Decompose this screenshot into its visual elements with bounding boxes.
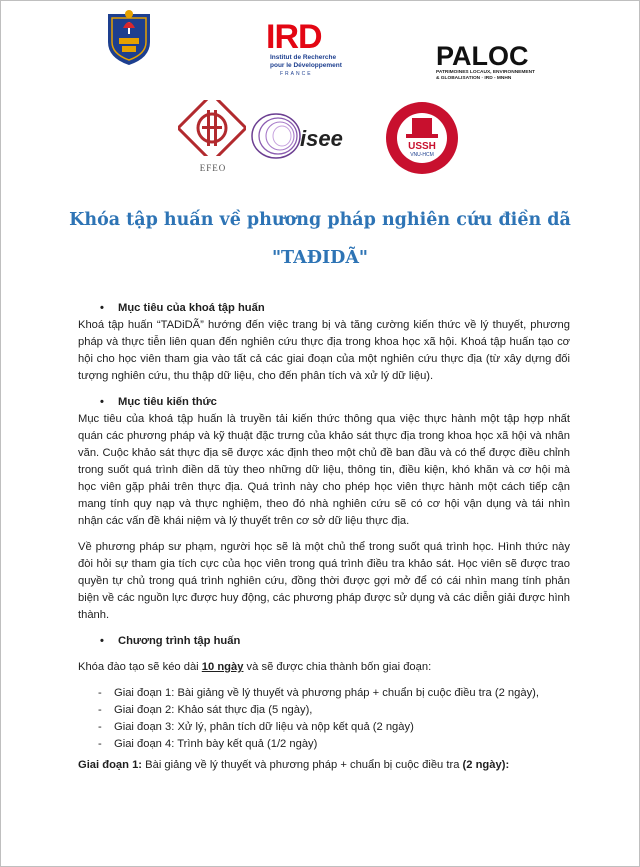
paragraph-objectives: Khoá tập huấn “TADiDÃ” hướng đến việc trang bị và tăng cường kiến thức về lý thuyết, phương pháp và thực tiễn liên quan đến nghiên cứu thực địa trong khoa học xã hội. Khoá tập huấn tạo cơ hội cho học viên tham gia vào tất cả các giai đoạn của một nghiên cứu thực địa (từ xây dựng đối tượng nghiên cứu, thu thập dữ liệu, cho đến phân tích và xử lý dữ liệu). bbox=[78, 319, 570, 382]
section-heading-objectives: • Mục tiêu của khoá tập huấn bbox=[78, 300, 570, 317]
ussh-subtitle: VNU-HCM bbox=[410, 152, 434, 158]
university-emblem-icon bbox=[104, 8, 154, 66]
ird-country: FRANCE bbox=[280, 71, 313, 77]
phase-item: - Giai đoạn 4: Trình bày kết quả (1/2 ngày) bbox=[98, 738, 318, 750]
paloc-wordmark: PALOC bbox=[436, 41, 529, 71]
bullet-icon: • bbox=[100, 396, 104, 408]
document-body bbox=[78, 300, 570, 774]
efeo-logo bbox=[178, 100, 248, 174]
ussh-wordmark: USSH bbox=[408, 141, 436, 152]
ussh-seal bbox=[384, 100, 460, 176]
paloc-logo bbox=[436, 42, 546, 92]
ird-wordmark: IRD bbox=[266, 18, 322, 56]
program-intro: Khóa đào tạo sẽ kéo dài 10 ngày và sẽ được chia thành bốn giai đoạn: bbox=[78, 661, 432, 673]
document-title: Khóa tập huấn về phương pháp nghiên cứu điền dã bbox=[69, 210, 571, 230]
phase1-heading: Giai đoạn 1: Bài giảng về lý thuyết và phương pháp + chuẩn bị cuộc điều tra (2 ngày): bbox=[78, 759, 510, 771]
bullet-icon: • bbox=[100, 302, 104, 314]
section-heading-program: • Chương trình tập huấn bbox=[78, 633, 570, 650]
isee-wordmark: isee bbox=[300, 126, 343, 151]
paloc-line1: PATRIMOINES LOCAUX, ENVIRONNEMENT bbox=[436, 70, 535, 75]
paloc-line2: & GLOBALISATION · IRD - MNHN bbox=[436, 76, 512, 81]
phase-item: - Giai đoạn 2: Khảo sát thực địa (5 ngày), bbox=[98, 704, 313, 716]
bullet-icon: • bbox=[100, 635, 104, 647]
isee-swirl-icon bbox=[248, 108, 304, 164]
ird-logo bbox=[266, 20, 356, 94]
section-heading-knowledge: • Mục tiêu kiến thức bbox=[78, 394, 570, 411]
ussh-seal-icon bbox=[384, 100, 460, 176]
paragraph-pedagogy: Về phương pháp sư phạm, người học sẽ là một chủ thể trong suốt quá trình học. Hình thức này đòi hỏi sự tham gia tích cực của học viên trong quá trình điều tra khảo sát. Học viên sẽ được trao quyền tự chủ trong quá trình nghiên cứu, đồng thời được gợi mở để có cái nhìn mang tính phản biện về các nguồn lực được huy động, các phương pháp được sử dụng và các diễn giải được hình thành. bbox=[78, 541, 570, 621]
phase-item: - Giai đoạn 3: Xử lý, phân tích dữ liệu và nộp kết quả (2 ngày) bbox=[98, 721, 414, 733]
ird-line1: Institut de Recherche bbox=[270, 54, 337, 61]
document-title-code: "TAĐIDÃ" bbox=[271, 248, 369, 268]
ird-line2: pour le Développement bbox=[270, 62, 342, 69]
isee-logo bbox=[248, 108, 358, 164]
paragraph-knowledge: Mục tiêu của khoá tập huấn là truyền tải kiến thức thông qua việc thực hành một tập hợp nhất quán các phương pháp và kỹ thuật đặc trưng của khảo sát thực địa trong khoa học xã hội và nhân văn. Cuộc khảo sát thực địa sẽ được xác định theo một chủ đề ban đầu và có thể được điều chỉnh trong suốt quá trình điền dã tùy theo những dữ liệu, thông tin, điều kiện, khó khăn và cơ hội mà học viên gặp phải trên thực địa. Quá trình này cho phép học viên thực hành một cách tiếp cận mang tính quy nạp và thực nghiệm, theo đó nhà nghiên cứu sẽ có cơ hội vận dụng và tái nhìn nhận các vấn đề khái niệm và lý thuyết trên cơ sở dữ liệu thực địa. bbox=[78, 413, 570, 527]
efeo-emblem-icon bbox=[178, 100, 246, 156]
efeo-wordmark: EFEO bbox=[199, 163, 227, 173]
phase-item: - Giai đoạn 1: Bài giảng về lý thuyết và phương pháp + chuẩn bị cuộc điều tra (2 ngày), bbox=[98, 687, 539, 699]
